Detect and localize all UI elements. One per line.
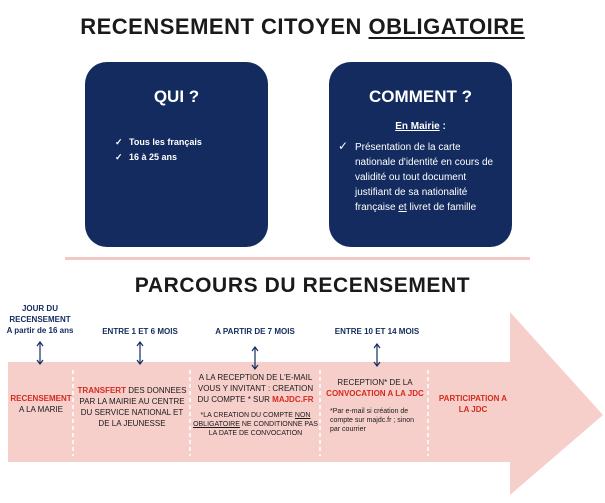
step-text-line: A LA MARIE (18, 405, 64, 414)
step-text-red: PARTICIPATION A (438, 394, 508, 403)
step-text-transfert (76, 385, 188, 429)
step-text-recensement (10, 393, 72, 415)
step-label-1-6-mois: ENTRE 1 ET 6 MOIS (102, 327, 178, 336)
step-label-7-mois: A PARTIR DE 7 MOIS (215, 327, 295, 336)
step-text-part: DES DONNEES (125, 386, 187, 395)
connector-arrow (252, 347, 258, 369)
step-note-line: par courrier (330, 426, 366, 433)
step-text-line (76, 385, 188, 396)
connector-arrow (374, 344, 380, 366)
step-note-line: compte sur majdc.fr ; sinon (330, 417, 415, 424)
step-note (193, 411, 318, 438)
connector-arrow (137, 342, 143, 364)
step-text-line: DE LA JEUNESSE (98, 419, 166, 428)
comment-body-2: livret de famille (406, 202, 477, 213)
step-note-line (193, 411, 318, 420)
en-mairie-text: En Mairie (395, 121, 440, 132)
comment-body-1: Présentation de la carte nationale d'identité en cours de validité ou tout document justifiant de sa nationalité française (355, 142, 494, 213)
step-text-line: A LA RECEPTION DE L'E-MAIL (198, 373, 313, 382)
title-underlined: OBLIGATOIRE (368, 14, 525, 39)
en-mairie-suffix: : (439, 121, 446, 132)
step-text-line: DU SERVICE NATIONAL ET (80, 408, 184, 417)
step-label-10-14-mois: ENTRE 10 ET 14 MOIS (334, 327, 420, 336)
step-text-line: VOUS Y INVITANT : CREATION (197, 384, 314, 393)
step-text-line (193, 394, 318, 405)
step-text-participation (432, 393, 514, 415)
step-label-line: RECENSEMENT (9, 315, 71, 324)
check-icon: ✓ (338, 139, 349, 153)
qui-item: ✓ Tous les français (115, 135, 268, 150)
step-label-line: JOUR DU (21, 304, 58, 313)
step-text-red: TRANSFERT (77, 386, 126, 395)
step-note-line: LA DATE DE CONVOCATION (208, 430, 303, 437)
step-note-part: NE CONDITIONNE PAS (239, 421, 318, 428)
step-text-line: RECEPTION* DE LA (337, 378, 413, 387)
step-note-line: *Par e-mail si création de (330, 408, 409, 415)
step-note (324, 407, 426, 434)
step-note-line (193, 420, 318, 429)
step-note-part: OBLIGATOIRE (193, 421, 240, 428)
step-text-red: RECENSEMENT (10, 394, 72, 403)
step-note-part: NON (294, 412, 311, 419)
step-label-line: A partir de 16 ans (6, 326, 74, 335)
title-main: RECENSEMENT CITOYEN (80, 14, 369, 39)
step-text-line: PAR LA MAIRIE AU CENTRE (79, 397, 185, 406)
step-text-creation-compte (193, 372, 318, 438)
step-text-red: CONVOCATION A LA JDC (326, 389, 424, 398)
qui-heading: QUI ? (153, 87, 200, 106)
step-text-part: DU COMPTE * SUR (197, 395, 273, 404)
step-text-red: LA JDC (458, 405, 488, 414)
parcours-title: PARCOURS DU RECENSEMENT (134, 274, 471, 297)
connector-arrow (37, 342, 43, 364)
step-text-red: MAJDC.FR (272, 395, 314, 404)
comment-heading: COMMENT ? (369, 87, 472, 106)
qui-item: ✓ 16 à 25 ans (115, 150, 268, 165)
step-label-jour (0, 303, 80, 336)
comment-body-et: et (398, 202, 407, 213)
step-text-convocation (324, 377, 426, 434)
step-note-part: *LA CREATION DU COMPTE (200, 412, 295, 419)
